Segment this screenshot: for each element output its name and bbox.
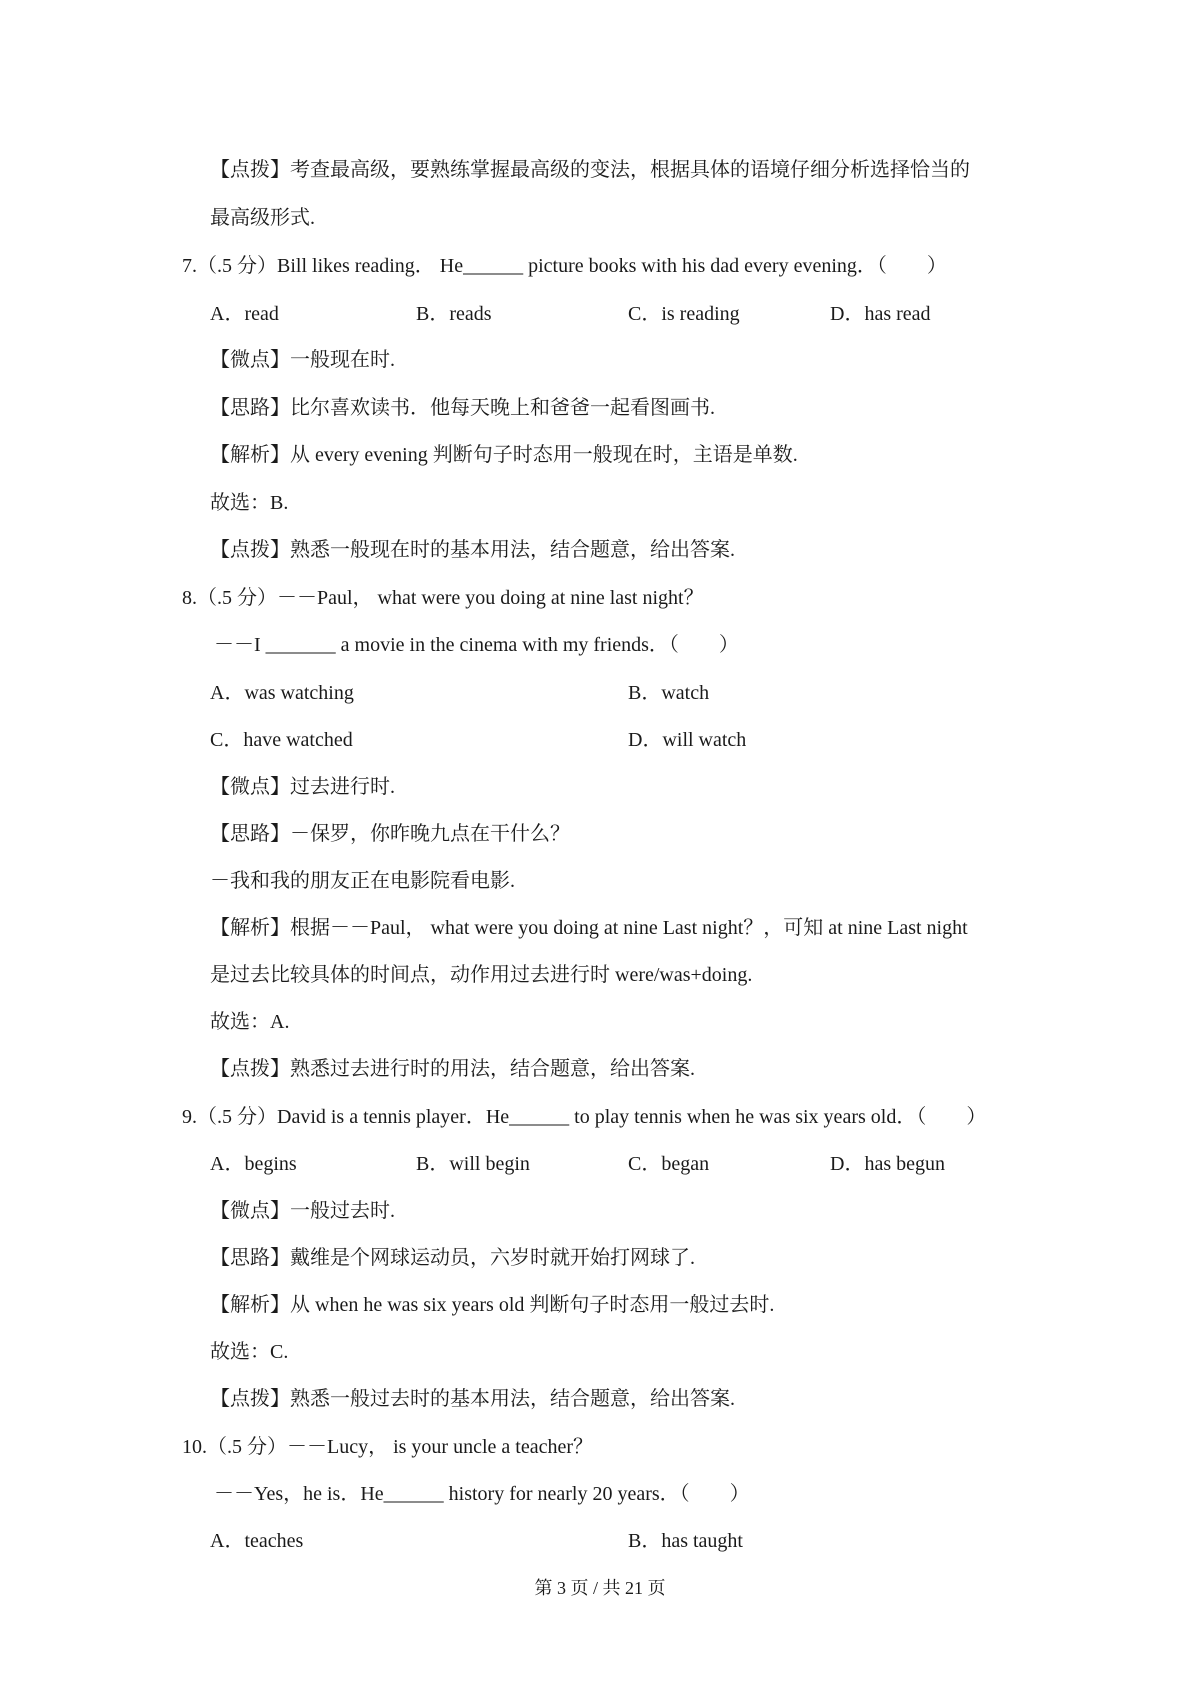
q9-option-b: B．will begin — [416, 1153, 530, 1175]
q10-stem2: －－Yes，he is．He______ history for nearly 20 years．（ ） — [214, 1483, 750, 1505]
q8-option-d: D．will watch — [628, 729, 747, 751]
page-footer: 第 3 页 / 共 21 页 — [534, 1578, 666, 1598]
q9-jiexi: 【解析】从 when he was six years old 判断句子时态用一般过去时. — [210, 1294, 775, 1316]
q8-dianbo: 【点拨】熟悉过去进行时的用法，结合题意，给出答案. — [210, 1058, 695, 1080]
q9-stem: 9.（.5 分）David is a tennis player．He______ to play tennis when he was six years old．（ ） — [182, 1106, 987, 1128]
q7-option-c: C．is reading — [628, 303, 740, 325]
prev-dianbo-line1: 【点拨】考查最高级，要熟练掌握最高级的变法，根据具体的语境仔细分析选择恰当的 — [210, 159, 970, 181]
q8-answer: 故选：A. — [210, 1011, 290, 1033]
q8-weidian: 【微点】过去进行时. — [210, 776, 395, 798]
q8-stem: 8.（.5 分）－－Paul， what were you doing at nine last night？ — [182, 587, 704, 609]
q8-silu2: －我和我的朋友正在电影院看电影. — [210, 870, 515, 892]
q10-stem: 10.（.5 分）－－Lucy， is your uncle a teacher？ — [182, 1436, 594, 1458]
q7-option-d: D．has read — [830, 303, 931, 325]
q9-option-c: C．began — [628, 1153, 710, 1175]
q8-option-b: B．watch — [628, 682, 710, 704]
q7-answer: 故选：B. — [210, 492, 289, 514]
q7-stem: 7.（.5 分）Bill likes reading． He______ picture books with his dad every evening．（ ） — [182, 255, 947, 277]
q9-silu: 【思路】戴维是个网球运动员，六岁时就开始打网球了. — [210, 1247, 695, 1269]
q8-option-c: C．have watched — [210, 729, 353, 751]
q8-option-a: A．was watching — [210, 682, 354, 704]
q9-option-d: D．has begun — [830, 1153, 945, 1175]
q9-weidian: 【微点】一般过去时. — [210, 1200, 395, 1222]
q8-stem2: －－I _______ a movie in the cinema with my friends．（ ） — [214, 634, 739, 656]
q7-silu: 【思路】比尔喜欢读书．他每天晚上和爸爸一起看图画书. — [210, 397, 715, 419]
q7-dianbo: 【点拨】熟悉一般现在时的基本用法，结合题意，给出答案. — [210, 539, 735, 561]
q7-weidian: 【微点】一般现在时. — [210, 349, 395, 371]
q8-jiexi: 【解析】根据－－Paul， what were you doing at nine Last night？，可知 at nine Last night — [210, 917, 968, 939]
q7-option-b: B．reads — [416, 303, 492, 325]
q10-option-b: B．has taught — [628, 1530, 743, 1552]
q8-jiexi2: 是过去比较具体的时间点，动作用过去进行时 were/was+doing. — [210, 964, 753, 986]
q8-silu: 【思路】－保罗，你昨晚九点在干什么？ — [210, 823, 570, 845]
q9-option-a: A．begins — [210, 1153, 297, 1175]
q7-jiexi: 【解析】从 every evening 判断句子时态用一般现在时，主语是单数. — [210, 444, 798, 466]
q7-option-a: A．read — [210, 303, 279, 325]
q10-option-a: A．teaches — [210, 1530, 304, 1552]
q9-dianbo: 【点拨】熟悉一般过去时的基本用法，结合题意，给出答案. — [210, 1388, 735, 1410]
q9-answer: 故选：C. — [210, 1341, 289, 1363]
prev-dianbo-line2: 最高级形式. — [210, 207, 315, 229]
